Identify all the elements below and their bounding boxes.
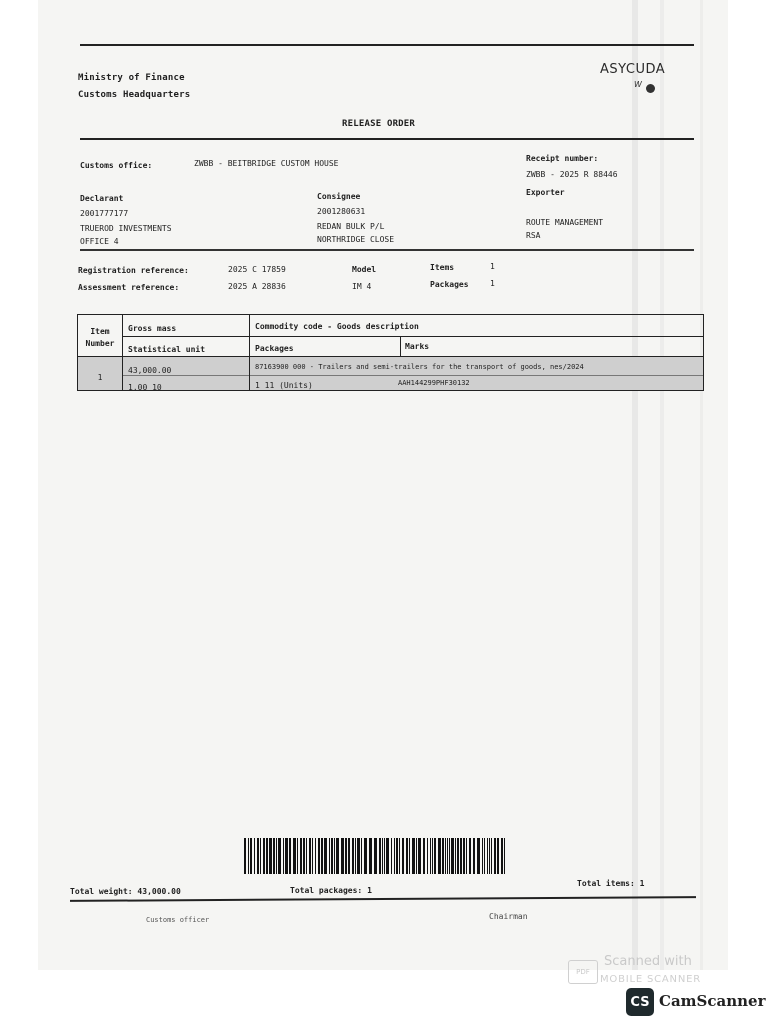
- barcode-bar: [432, 838, 433, 874]
- exporter-country: RSA: [526, 231, 541, 240]
- consignee-label: Consignee: [317, 192, 361, 201]
- barcode-bar: [442, 838, 444, 874]
- barcode-bar: [494, 838, 496, 874]
- barcode-bar: [477, 838, 480, 874]
- table-col-divider: [400, 336, 401, 356]
- barcode-bar: [469, 838, 471, 874]
- barcode-bar: [315, 838, 316, 874]
- barcode-bar: [364, 838, 367, 874]
- barcode-bar: [276, 838, 277, 874]
- cell-marks: AAH144299PHF30132: [398, 379, 470, 387]
- barcode-bar: [260, 838, 261, 874]
- col-header-item-number: Item Number: [85, 327, 115, 348]
- barcode-bar: [409, 838, 410, 874]
- barcode-bar: [369, 838, 372, 874]
- model-label: Model: [352, 265, 377, 274]
- barcode-bar: [266, 838, 268, 874]
- barcode-bar: [445, 838, 446, 874]
- customs-office-value: ZWBB - BEITBRIDGE CUSTOM HOUSE: [194, 159, 339, 168]
- exporter-name: ROUTE MANAGEMENT: [526, 218, 604, 227]
- barcode-bar: [321, 838, 323, 874]
- barcode-bar: [293, 838, 296, 874]
- camscanner-logo-icon: CS: [626, 988, 654, 1016]
- assessment-reference-value: 2025 A 28836: [228, 282, 286, 291]
- barcode-bar: [447, 838, 448, 874]
- total-packages: Total packages: 1: [290, 886, 372, 895]
- consignee-code: 2001280631: [317, 207, 366, 216]
- cell-statistical-unit: 1.00 10: [128, 383, 162, 392]
- barcode-bar: [423, 838, 425, 874]
- items-label: Items: [430, 263, 455, 272]
- barcode-bar: [269, 838, 272, 874]
- cell-gross-mass: 43,000.00: [128, 366, 172, 375]
- barcode-bar: [449, 838, 450, 874]
- barcode: [244, 838, 510, 874]
- declarant-address: OFFICE 4: [80, 237, 119, 246]
- barcode-bar: [257, 838, 259, 874]
- asycuda-logo: ASYCUDA: [600, 62, 666, 77]
- barcode-bar: [254, 838, 255, 874]
- barcode-bar: [318, 838, 320, 874]
- barcode-bar: [289, 838, 291, 874]
- scan-streak: [660, 0, 664, 970]
- scan-streak: [632, 0, 638, 970]
- col-header-packages: Packages: [255, 344, 294, 353]
- barcode-bar: [331, 838, 333, 874]
- barcode-bar: [355, 838, 356, 874]
- registration-reference-value: 2025 C 17859: [228, 265, 286, 274]
- barcode-bar: [418, 838, 421, 874]
- barcode-bar: [379, 838, 381, 874]
- barcode-bar: [487, 838, 488, 874]
- model-value: IM 4: [352, 282, 372, 291]
- declarant-name: TRUEROD INVESTMENTS: [80, 224, 172, 233]
- barcode-bar: [278, 838, 281, 874]
- document-page: [38, 0, 728, 970]
- barcode-bar: [391, 838, 392, 874]
- packages-value: 1: [490, 279, 495, 288]
- title-rule: [80, 138, 694, 140]
- barcode-bar: [430, 838, 431, 874]
- barcode-bar: [399, 838, 400, 874]
- barcode-bar: [352, 838, 354, 874]
- barcode-bar: [285, 838, 288, 874]
- packages-label: Packages: [430, 280, 469, 289]
- barcode-bar: [501, 838, 503, 874]
- barcode-bar: [497, 838, 499, 874]
- barcode-bar: [336, 838, 339, 874]
- receipt-number-value: ZWBB - 2025 R 88446: [526, 170, 618, 179]
- barcode-bar: [460, 838, 462, 874]
- cell-item-number: 1: [97, 373, 103, 382]
- barcode-bar: [244, 838, 246, 874]
- barcode-bar: [324, 838, 327, 874]
- barcode-bar: [345, 838, 347, 874]
- table-row-divider: [122, 375, 704, 376]
- consignee-name: REDAN BULK P/L: [317, 222, 385, 231]
- registration-reference-label: Registration reference:: [78, 266, 189, 275]
- watermark-scanned-with: Scanned with: [604, 954, 692, 969]
- barcode-bar: [382, 838, 383, 874]
- barcode-bar: [303, 838, 305, 874]
- barcode-bar: [491, 838, 492, 874]
- barcode-bar: [384, 838, 385, 874]
- barcode-bar: [463, 838, 465, 874]
- barcode-bar: [386, 838, 389, 874]
- barcode-bar: [250, 838, 252, 874]
- scan-streak: [700, 0, 703, 970]
- barcode-bar: [361, 838, 362, 874]
- barcode-bar: [438, 838, 441, 874]
- cell-packages: 1 11 (Units): [255, 381, 313, 390]
- asycuda-globe-icon: [646, 78, 655, 97]
- barcode-bar: [451, 838, 454, 874]
- barcode-bar: [348, 838, 350, 874]
- barcode-bar: [248, 838, 249, 874]
- pdf-icon: PDF: [568, 960, 598, 984]
- barcode-bar: [482, 838, 483, 874]
- barcode-bar: [473, 838, 475, 874]
- barcode-bar: [412, 838, 415, 874]
- col-header-gross-mass: Gross mass: [128, 324, 177, 333]
- barcode-bar: [300, 838, 302, 874]
- barcode-bar: [484, 838, 485, 874]
- barcode-bar: [406, 838, 408, 874]
- barcode-bar: [455, 838, 456, 874]
- col-header-statistical-unit: Statistical unit: [128, 345, 206, 354]
- barcode-bar: [504, 838, 505, 874]
- barcode-bar: [466, 838, 467, 874]
- asycuda-logo-sub: W: [634, 80, 642, 89]
- barcode-bar: [297, 838, 298, 874]
- declarant-code: 2001777177: [80, 209, 129, 218]
- customs-office-label: Customs office:: [80, 161, 153, 170]
- col-header-marks: Marks: [405, 342, 430, 351]
- barcode-bar: [396, 838, 398, 874]
- barcode-bar: [263, 838, 265, 874]
- total-items: Total items: 1: [577, 879, 645, 888]
- barcode-bar: [334, 838, 335, 874]
- consignee-address: NORTHRIDGE CLOSE: [317, 235, 395, 244]
- assessment-reference-label: Assessment reference:: [78, 283, 180, 292]
- cell-commodity: 87163900 000 - Trailers and semi-trailers for the transport of goods, nes/2024: [255, 363, 584, 371]
- barcode-bar: [329, 838, 330, 874]
- receipt-number-label: Receipt number:: [526, 154, 599, 163]
- barcode-bar: [427, 838, 428, 874]
- table-col-divider: [249, 315, 250, 391]
- barcode-bar: [283, 838, 284, 874]
- col-header-commodity: Commodity code - Goods description: [255, 322, 419, 331]
- table-row-divider: [78, 356, 704, 357]
- chairman-signature-label: Chairman: [489, 912, 528, 921]
- exporter-label: Exporter: [526, 188, 565, 197]
- barcode-bar: [312, 838, 313, 874]
- customs-officer-signature-label: Customs officer: [146, 916, 210, 924]
- customs-hq: Customs Headquarters: [78, 90, 191, 100]
- watermark-mobile-scanner: MOBILE SCANNER: [600, 974, 701, 985]
- table-row-divider: [122, 336, 704, 337]
- barcode-bar: [434, 838, 436, 874]
- barcode-bar: [416, 838, 417, 874]
- items-value: 1: [490, 262, 495, 271]
- barcode-bar: [357, 838, 360, 874]
- barcode-bar: [309, 838, 311, 874]
- declarant-label: Declarant: [80, 194, 124, 203]
- table-col-divider: [122, 315, 123, 391]
- barcode-bar: [457, 838, 459, 874]
- barcode-bar: [306, 838, 307, 874]
- top-rule: [80, 44, 694, 46]
- barcode-bar: [402, 838, 404, 874]
- barcode-bar: [489, 838, 490, 874]
- barcode-bar: [341, 838, 344, 874]
- total-weight: Total weight: 43,000.00: [70, 887, 181, 896]
- barcode-bar: [374, 838, 377, 874]
- camscanner-brand: CamScanner: [659, 992, 766, 1010]
- document-title: RELEASE ORDER: [342, 119, 416, 129]
- ministry-name: Ministry of Finance: [78, 73, 185, 83]
- parties-rule: [80, 249, 694, 251]
- barcode-bar: [273, 838, 275, 874]
- barcode-bar: [394, 838, 395, 874]
